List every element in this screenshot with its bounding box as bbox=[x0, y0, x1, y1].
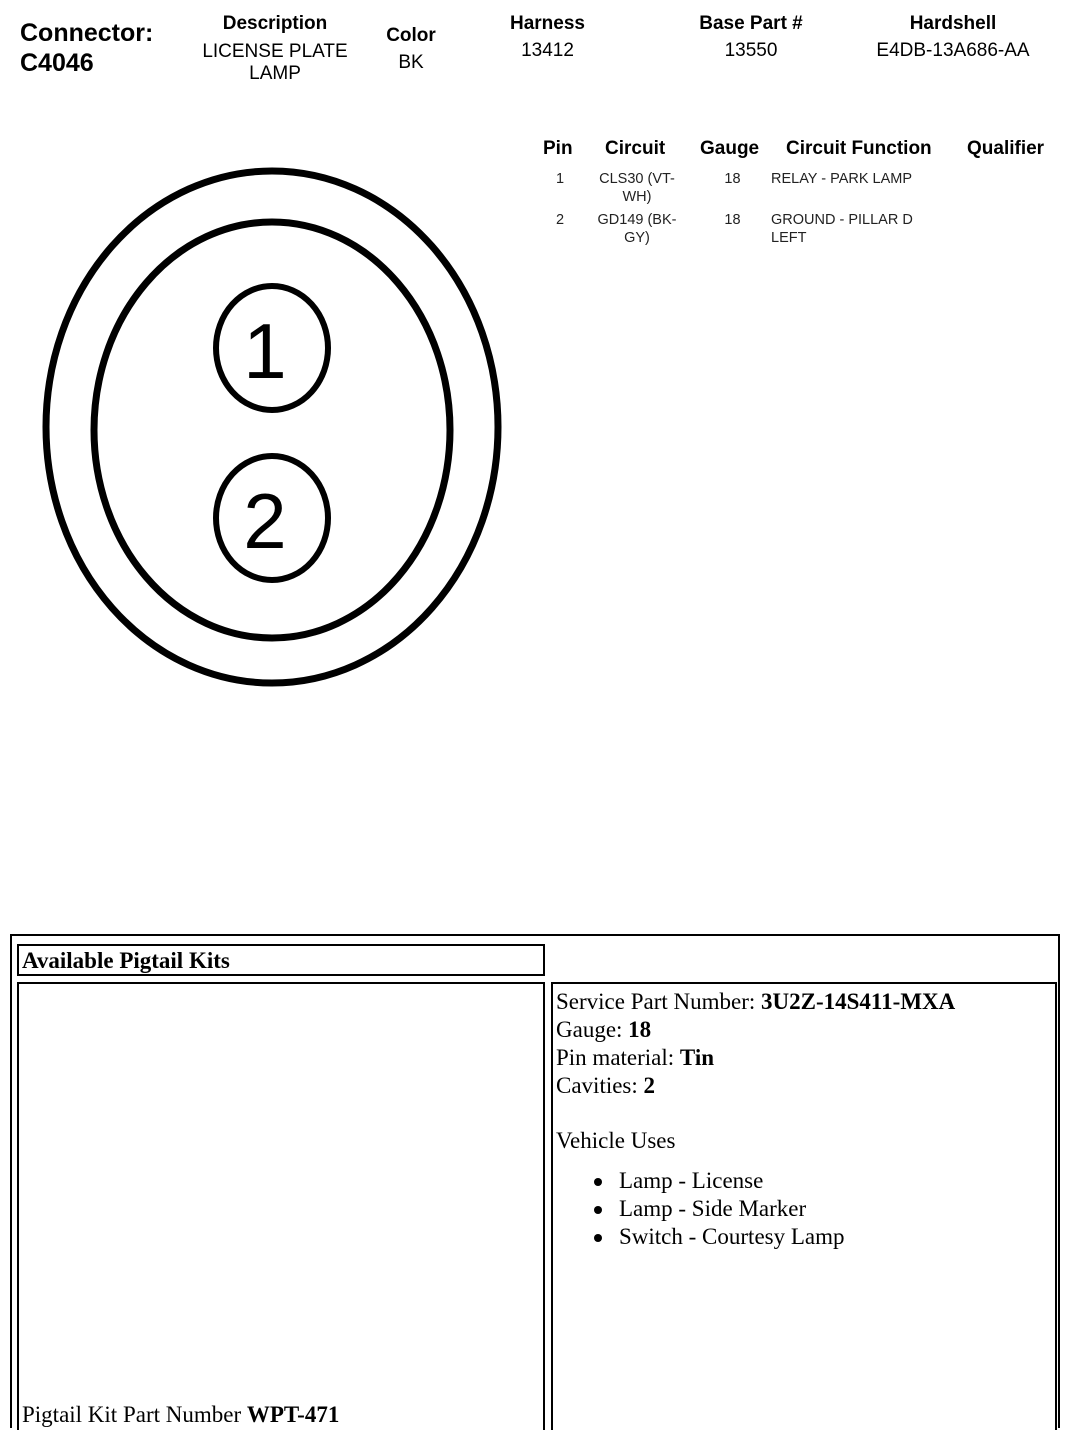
pigtail-kits-title: Available Pigtail Kits bbox=[17, 944, 545, 976]
qualifier-column-header: Qualifier bbox=[967, 138, 1045, 159]
cavities-label: Cavities: bbox=[556, 1073, 638, 1098]
connector-title bbox=[20, 18, 153, 78]
gauge-column-header: Gauge bbox=[700, 138, 760, 159]
pin-2-label: 2 bbox=[243, 477, 287, 565]
pin-cell: 1 bbox=[555, 171, 565, 187]
color-column bbox=[370, 24, 452, 74]
bullet-icon bbox=[594, 1234, 602, 1242]
color-header: Color bbox=[386, 25, 436, 46]
gauge-cell: 18 bbox=[724, 171, 741, 187]
vehicle-uses-heading: Vehicle Uses bbox=[556, 1128, 676, 1153]
kit-part-label: Pigtail Kit Part Number bbox=[22, 1402, 242, 1427]
pin-1-label: 1 bbox=[243, 307, 287, 395]
pigtail-kit-part-number bbox=[22, 1402, 339, 1428]
vehicle-use-text: Switch - Courtesy Lamp bbox=[619, 1224, 845, 1249]
list-item bbox=[616, 1195, 1055, 1223]
circuit-function-column-header: Circuit Function bbox=[786, 138, 932, 159]
harness-value: 13412 bbox=[521, 40, 574, 61]
gauge-label: Gauge: bbox=[556, 1017, 623, 1042]
outer-housing-ring bbox=[46, 171, 498, 683]
description-value: LICENSE PLATE LAMP bbox=[202, 41, 348, 84]
connector-id: C4046 bbox=[20, 49, 94, 77]
harness-column bbox=[490, 12, 605, 62]
bullet-icon bbox=[594, 1178, 602, 1186]
pin-material-value: Tin bbox=[679, 1045, 715, 1070]
description-header: Description bbox=[222, 13, 328, 34]
cavities-value: 2 bbox=[643, 1073, 656, 1098]
vehicle-use-text: Lamp - Side Marker bbox=[619, 1196, 807, 1221]
gauge-value: 18 bbox=[628, 1017, 652, 1042]
pin-cell: 2 bbox=[555, 212, 565, 228]
description-column bbox=[190, 12, 360, 85]
cavities-row bbox=[556, 1072, 1055, 1100]
service-part-label: Service Part Number: bbox=[556, 989, 756, 1014]
color-value: BK bbox=[398, 52, 424, 73]
base-part-column bbox=[680, 12, 822, 62]
circuit-function-cell: RELAY - PARK LAMP bbox=[771, 171, 913, 187]
gauge-cell: 18 bbox=[724, 212, 741, 228]
hardshell-value: E4DB-13A686-AA bbox=[876, 40, 1030, 61]
circuit-column-header: Circuit bbox=[605, 138, 666, 159]
vehicle-use-text: Lamp - License bbox=[619, 1168, 764, 1193]
bullet-icon bbox=[594, 1206, 602, 1214]
harness-header: Harness bbox=[510, 13, 585, 34]
list-item bbox=[616, 1223, 1055, 1251]
base-part-header: Base Part # bbox=[699, 13, 803, 34]
circuit-cell: GD149 (BK-GY) bbox=[597, 212, 677, 246]
service-part-row bbox=[556, 988, 1055, 1016]
connector-label: Connector: bbox=[20, 19, 154, 47]
circuit-cell: CLS30 (VT-WH) bbox=[599, 171, 675, 205]
kit-part-value: WPT-471 bbox=[246, 1402, 340, 1427]
hardshell-column bbox=[858, 12, 1048, 62]
pigtail-kits-section bbox=[10, 934, 1060, 1428]
connector-header bbox=[0, 0, 1070, 100]
pigtail-kit-details-cell bbox=[551, 982, 1057, 1430]
hardshell-header: Hardshell bbox=[909, 13, 997, 34]
connector-face-diagram bbox=[40, 165, 510, 695]
circuit-function-cell: GROUND - PILLAR D LEFT bbox=[771, 212, 913, 246]
service-part-value: 3U2Z-14S411-MXA bbox=[761, 989, 956, 1014]
vehicle-uses-list bbox=[556, 1167, 1055, 1251]
pin-column-header: Pin bbox=[543, 138, 573, 159]
pin-material-label: Pin material: bbox=[556, 1045, 675, 1070]
gauge-row bbox=[556, 1016, 1055, 1044]
base-part-value: 13550 bbox=[724, 40, 778, 61]
pigtail-kit-image-cell bbox=[17, 982, 545, 1430]
pin-material-row bbox=[556, 1044, 1055, 1072]
list-item bbox=[616, 1167, 1055, 1195]
